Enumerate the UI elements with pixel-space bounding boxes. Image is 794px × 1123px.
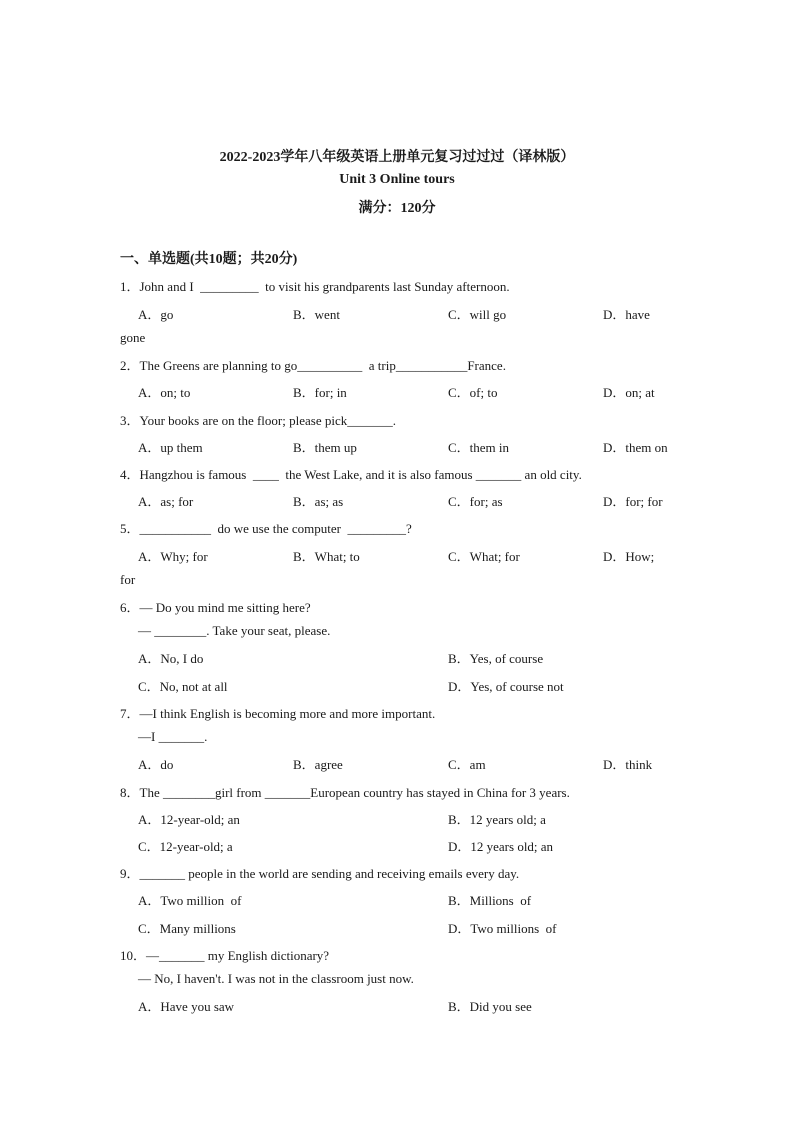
question-4-option-a[interactable]: A．as; for xyxy=(138,494,194,509)
question-10-option-b[interactable]: B．Did you see xyxy=(448,999,532,1014)
question-8-option-d[interactable]: D．12 years old; an xyxy=(448,839,554,854)
question-7-option-d[interactable]: D．think xyxy=(603,757,653,772)
question-5-option-b[interactable]: B．What; to xyxy=(293,549,360,564)
question-6-option-a[interactable]: A．No, I do xyxy=(138,651,204,666)
question-3-option-d[interactable]: D．them on xyxy=(603,440,668,455)
unit-title: Unit 3 Online tours xyxy=(339,172,455,187)
question-10-option-a[interactable]: A．Have you saw xyxy=(138,999,235,1014)
question-3-option-c[interactable]: C．them in xyxy=(448,440,510,455)
question-7-stem: 7．—I think English is becoming more and more important. xyxy=(120,706,436,721)
question-5-option-d-wrap: for xyxy=(120,572,136,587)
question-7-option-c[interactable]: C．am xyxy=(448,757,486,772)
question-4-option-c[interactable]: C．for; as xyxy=(448,494,503,509)
question-10-stem: 10．—_______ my English dictionary? xyxy=(120,948,330,963)
question-1-stem: 1．John and I _________ to visit his grandparents last Sunday afternoon. xyxy=(120,279,510,294)
question-6-option-d[interactable]: D．Yes, of course not xyxy=(448,679,564,694)
question-8-stem: 8．The ________girl from _______European country has stayed in China for 3 years. xyxy=(120,785,570,800)
question-2-option-b[interactable]: B．for; in xyxy=(293,385,347,400)
question-2-option-c[interactable]: C．of; to xyxy=(448,385,498,400)
question-9-option-b[interactable]: B．Millions of xyxy=(448,893,532,908)
question-5-option-d[interactable]: D．How; xyxy=(603,549,655,564)
question-2-stem: 2．The Greens are planning to go__________ a trip___________France. xyxy=(120,358,506,373)
question-4-stem: 4．Hangzhou is famous ____ the West Lake, and it is also famous _______ an old city. xyxy=(120,467,582,482)
question-6-stem: 6．— Do you mind me sitting here? xyxy=(120,600,311,615)
question-4-option-d[interactable]: D．for; for xyxy=(603,494,663,509)
question-4-option-b[interactable]: B．as; as xyxy=(293,494,344,509)
question-1-option-d-wrap: gone xyxy=(120,330,146,345)
question-9-option-c[interactable]: C．Many millions xyxy=(138,921,236,936)
question-3-option-b[interactable]: B．them up xyxy=(293,440,357,455)
question-8-option-b[interactable]: B．12 years old; a xyxy=(448,812,546,827)
section-title: 一、单选题(共10题；共20分) xyxy=(120,252,298,267)
question-1-option-a[interactable]: A．go xyxy=(138,307,174,322)
question-10-reply: — No, I haven't. I was not in the classroom just now. xyxy=(138,971,414,986)
question-6-reply: — ________. Take your seat, please. xyxy=(138,623,331,638)
question-6-option-b[interactable]: B．Yes, of course xyxy=(448,651,544,666)
question-5-option-c[interactable]: C．What; for xyxy=(448,549,520,564)
question-2-option-a[interactable]: A．on; to xyxy=(138,385,191,400)
question-8-option-a[interactable]: A．12-year-old; an xyxy=(138,812,240,827)
question-9-stem: 9．_______ people in the world are sending and receiving emails every day. xyxy=(120,866,520,881)
question-6-option-c[interactable]: C．No, not at all xyxy=(138,679,228,694)
question-3-stem: 3．Your books are on the floor; please pick_______. xyxy=(120,413,396,428)
question-8-option-c[interactable]: C．12-year-old; a xyxy=(138,839,233,854)
question-1-option-d[interactable]: D．have xyxy=(603,307,650,322)
full-score: 满分：120分 xyxy=(358,201,436,216)
question-2-option-d[interactable]: D．on; at xyxy=(603,385,655,400)
question-5-stem: 5．___________ do we use the computer _________? xyxy=(120,521,412,536)
question-7-option-a[interactable]: A．do xyxy=(138,757,174,772)
question-5-option-a[interactable]: A．Why; for xyxy=(138,549,208,564)
question-3-option-a[interactable]: A．up them xyxy=(138,440,203,455)
question-1-option-c[interactable]: C．will go xyxy=(448,307,507,322)
question-1-option-b[interactable]: B．went xyxy=(293,307,340,322)
question-7-reply: —I _______. xyxy=(138,729,208,744)
exam-title: 2022-2023学年八年级英语上册单元复习过过过（译林版） xyxy=(219,150,575,165)
question-7-option-b[interactable]: B．agree xyxy=(293,757,343,772)
question-9-option-d[interactable]: D．Two millions of xyxy=(448,921,557,936)
question-9-option-a[interactable]: A．Two million of xyxy=(138,893,242,908)
